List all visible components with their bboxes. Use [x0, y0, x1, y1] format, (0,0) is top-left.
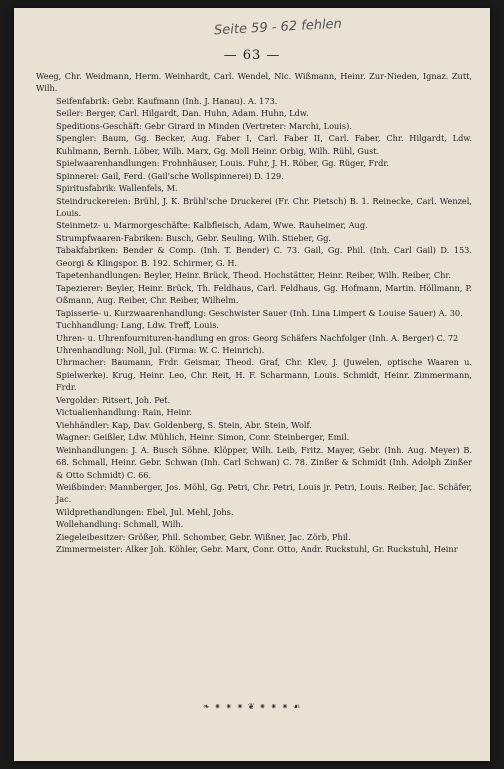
page-number-header: — 63 — — [223, 48, 281, 63]
directory-entry: Viehhändler: Kap, Dav. Goldenberg, S. Stein, Abr. Stein, Wolf. — [56, 419, 312, 430]
directory-entry: Tapezierer: Beyler, Heinr. Brück, Th. Feldhaus, Carl. Feldhaus, Gg. Hofmann, Martin. Höllmann, P. Oßmann, Aug. Reiber, Chr. Reiber, Wilhelm. — [56, 282, 472, 306]
document-page — [14, 8, 490, 761]
directory-entry: Speditions-Geschäft: Gebr Girard in Minden (Vertreter: Marchi, Louis). — [56, 120, 352, 131]
handwritten-annotation: Seite 59 - 62 fehlen — [213, 16, 343, 39]
directory-entry: Uhrenhandlung: Noll, Jul. (Firma: W. C. Heinrich). — [56, 344, 265, 355]
directory-entry: Seifenfabrik: Gebr. Kaufmann (Inh. J. Hanau). A. 173. — [56, 95, 278, 106]
directory-entry: Tapetenhandlungen: Beyler, Heinr. Brück, Theod. Hochstätter, Heinr. Reiber, Wilh. Reiber, Chr. — [56, 270, 451, 281]
directory-entry: Wagner: Geißler, Ldw. Mühlich, Heinr. Simon, Conr. Steinberger, Emil. — [56, 432, 350, 443]
directory-entry: Steindruckereien: Brühl, J. K. Brühl'sche Druckerei (Fr. Chr. Pietsch) B. 1. Reinecke, Carl. Wenzel, Louis. — [56, 195, 472, 218]
directory-text — [36, 70, 472, 556]
directory-entry: Spielwaarenhandlungen: Frohnhäuser, Louis. Fuhr, J. H. Röber, Gg. Rüger, Frdr. — [56, 158, 389, 169]
directory-entry: Weißbinder: Mannberger, Jos. Möhl, Gg. Petri, Chr. Petri, Louis jr. Petri, Louis. Reiber, Jac. Schäfer, Jac. — [56, 481, 472, 505]
directory-entry: Wildprethandlungen: Ebel, Jul. Mehl, Johs. — [56, 506, 234, 517]
directory-entry: Seiler: Berger, Carl. Hilgardt, Dan. Huhn, Adam. Huhn, Ldw. — [56, 108, 309, 119]
directory-entry: Zimmermeister: Alker Joh. Köhler, Gebr. Marx, Conr. Otto, Andr. Ruckstuhl, Gr. Ruckstuhl, Heinr — [56, 544, 458, 555]
directory-entry: Spengler: Baum, Gg. Becker, Aug. Faber I, Carl. Faber II, Carl. Faber, Chr. Hilgardt, Ldw. Kuhlmann, Bernh. Löber, Wilh. Marx, Gg. Moll Heinr. Orbig, Wilh. Rühl, Gust. — [56, 133, 472, 156]
directory-entry: Uhren- u. Uhrenfournituren-handlung en gros: Georg Schäfers Nachfolger (Inh. A. Berger) C. 72 — [56, 332, 459, 343]
directory-entry: Weinhandlungen: J. A. Busch Söhne. Klöpper, Wilh. Leib, Fritz. Mayer, Gebr. (Inh. Aug. Meyer) B. 68. Schmall, Heinr. Gebr. Schwan (Inh. Carl Schwan) C. 78. Zinßer & Schmidt (Inh. Adolph Zinßer & Otto Schmidt) C. 66. — [56, 444, 472, 480]
directory-entry: Spinnerei: Gail, Ferd. (Gail'sche Wollspinnerei) D. 129. — [56, 170, 284, 181]
directory-entry: Uhrmacher: Baumann, Frdr. Geismar, Theod. Graf, Chr. Klev, J. (Juwelen, optische Waaren u. Spielwerke). Krug, Heinr. Leo, Chr. Reit, H. F. Scharmann, Louis. Schmidt, Heinr. Zimmermann, Frdr. — [56, 357, 472, 393]
directory-entry: Tabakfabriken: Bender & Comp. (Inh. T. Bender) C. 73. Gail, Gg. Phil. (Inh. Carl Gail) D. 153. Georgi & Klingspor. B. 192. Schirmer, G. H. — [56, 245, 472, 268]
directory-entry: Strumpfwaaren-Fabriken: Busch, Gebr. Seuling, Wilh. Stieber, Gg. — [56, 232, 332, 243]
directory-entry: Tuchhandlung: Lang, Ldw. Treff, Louis. — [56, 320, 219, 331]
directory-entry: Wollehandlung: Schmall, Wilh. — [56, 519, 184, 530]
decorative-ornament: ❧ ⁕ ⁕ ⁕ ❦ ⁕ ⁕ ⁕ ☙ — [202, 702, 302, 711]
directory-entry: Vergolder: Ritsert, Joh. Pet. — [56, 394, 171, 405]
directory-entry: Victualienhandlung: Rain, Heinr. — [56, 407, 193, 418]
directory-entry: Steinmetz- u. Marmorgeschäfte: Kalbfleisch, Adam, Wwe. Rauheimer, Aug. — [56, 220, 368, 231]
directory-entry: Weeg, Chr. Weidmann, Herm. Weinhardt, Carl. Wendel, Nic. Wißmann, Heinr. Zur-Nieden, Ignaz. Zutt, Wilh. — [36, 71, 472, 94]
directory-entry: Spiritusfabrik: Wallenfels, M. — [56, 183, 178, 194]
directory-entry: Ziegeleibesitzer: Größer, Phil. Schomber, Gebr. Wißner, Jac. Zörb, Phil. — [56, 531, 351, 542]
directory-entry: Tapisserie- u. Kurzwaarenhandlung: Geschwister Sauer (Inh. Lina Limpert & Louise Sauer) A. 30. — [56, 307, 463, 318]
